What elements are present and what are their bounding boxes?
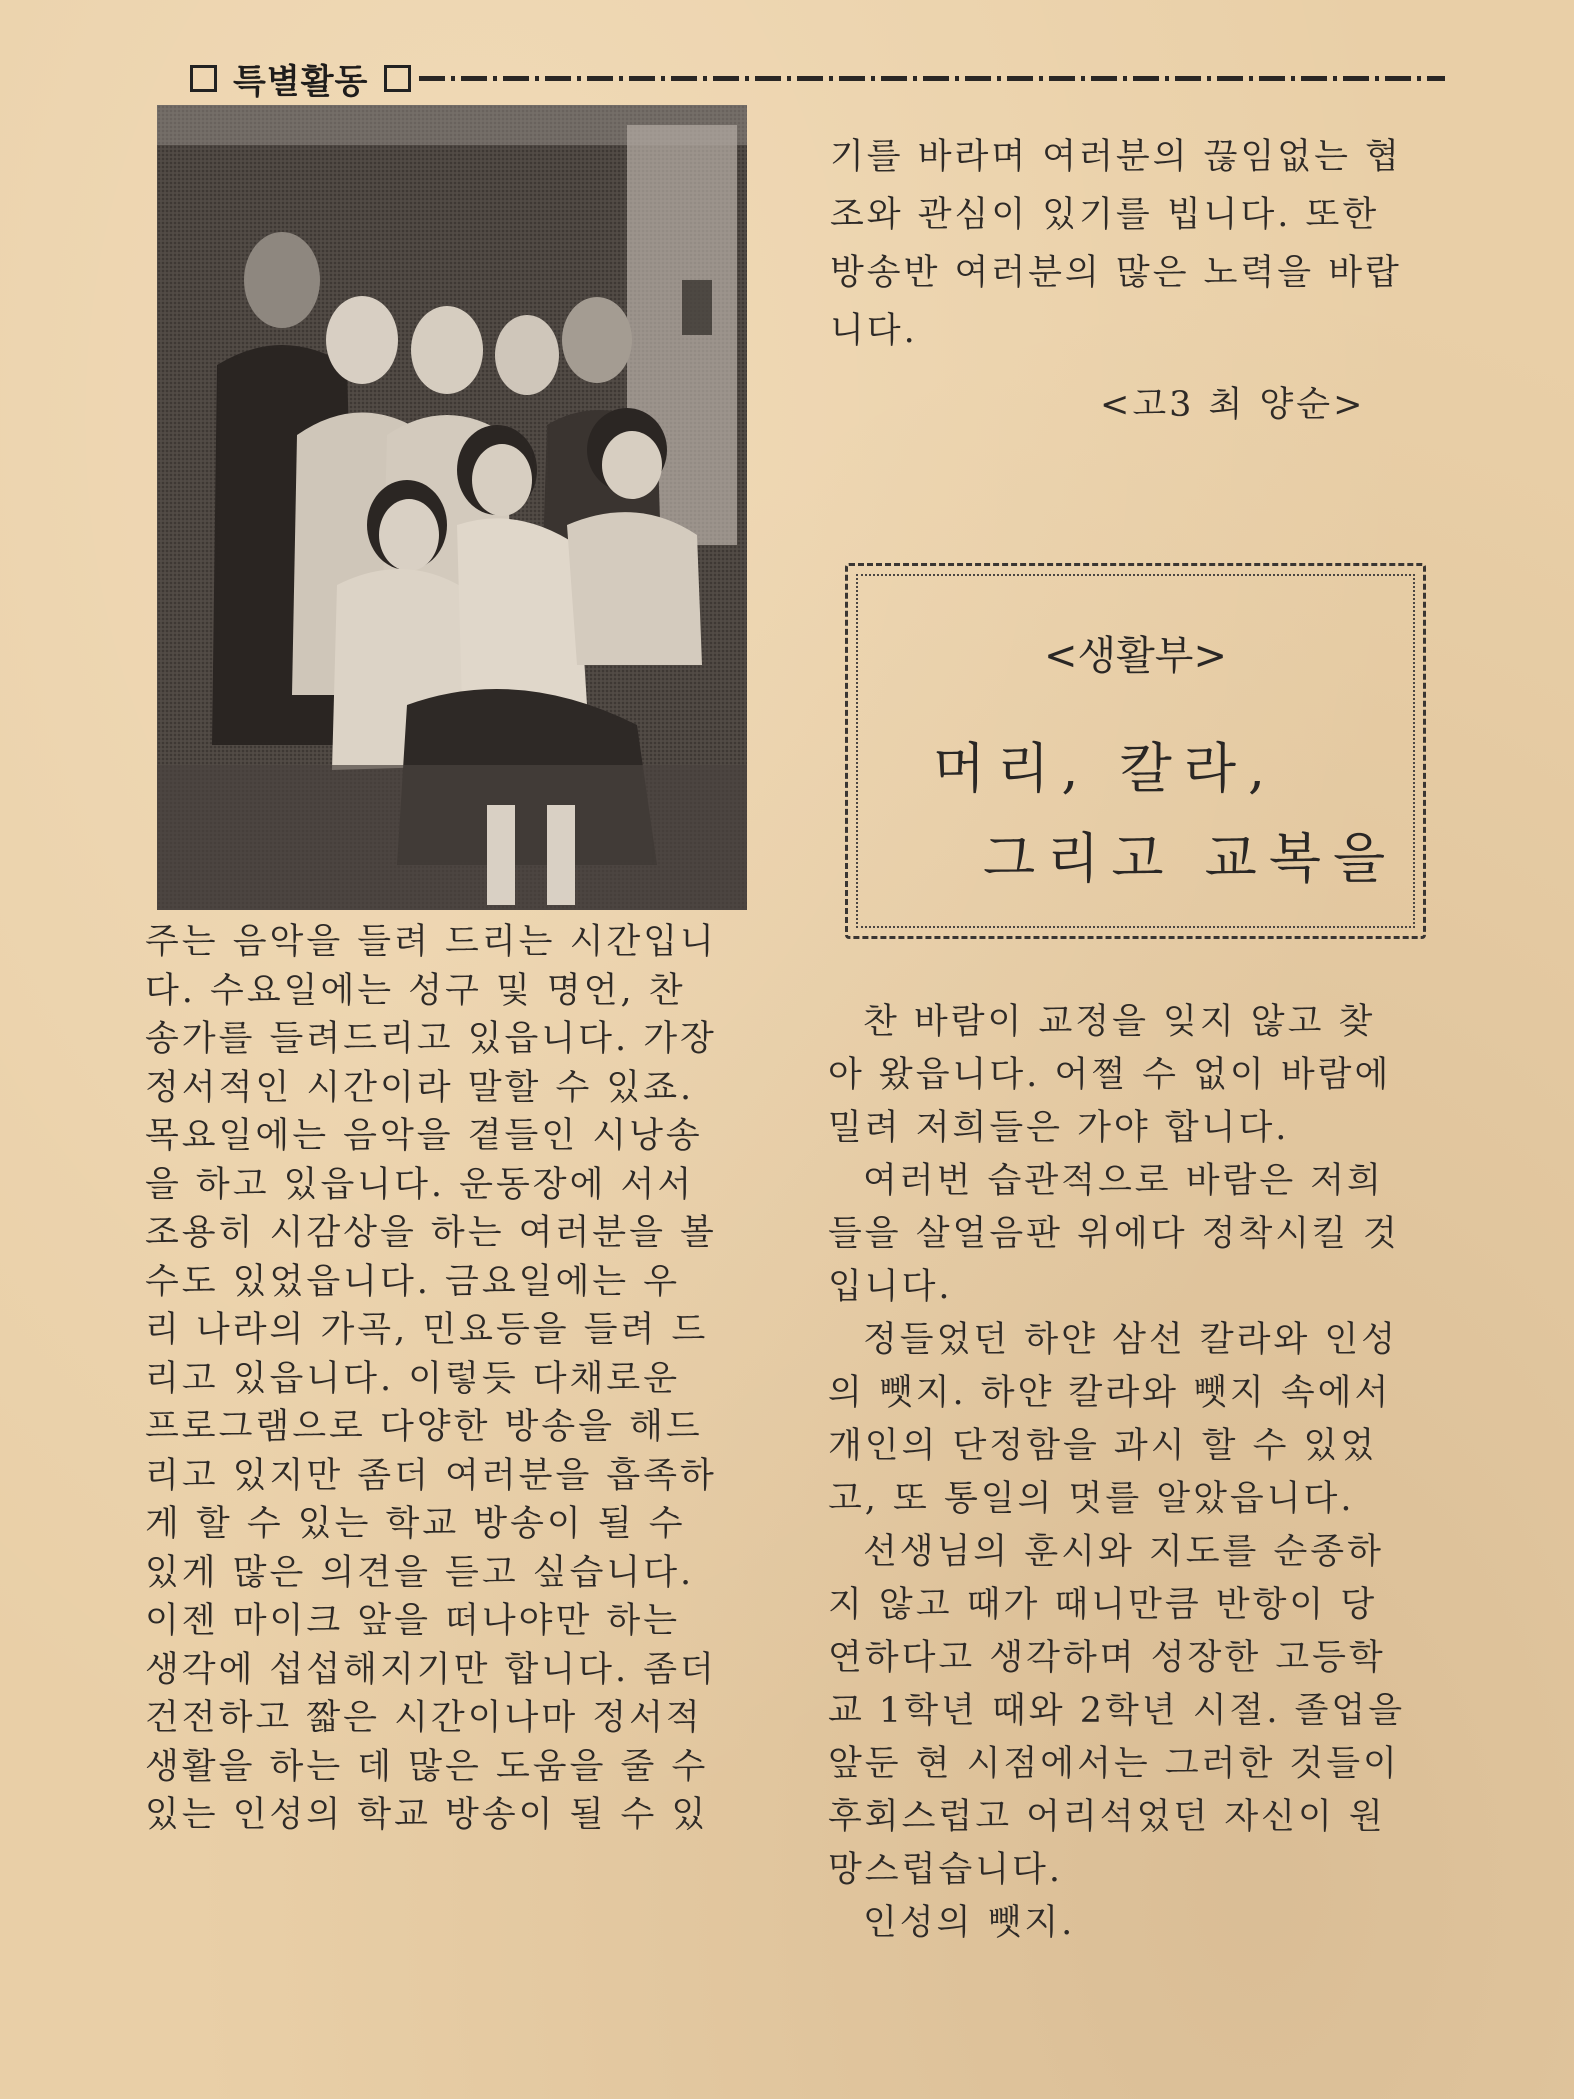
text-line: 다. 수요일에는 성구 및 명언, 찬 <box>145 970 686 1011</box>
dashed-rule <box>419 76 1445 81</box>
text-line: 조용히 시감상을 하는 여러분을 볼 <box>145 1213 717 1253</box>
group-photo <box>157 105 747 910</box>
headline-line-2: 그리고 교복을 <box>983 827 1398 890</box>
text-line: 의 뺏지. 하얀 칼라와 뺏지 속에서 <box>828 1373 1392 1413</box>
text-line: 생활을 하는 데 많은 도움을 줄 수 <box>145 1746 709 1787</box>
text-line: 정서적인 시간이라 말할 수 있죠. <box>145 1067 695 1108</box>
text-line: 있게 많은 의견을 듣고 싶습니다. <box>145 1552 695 1593</box>
headline-box <box>845 563 1426 939</box>
left-column <box>145 918 755 1840</box>
text-line: 밀려 저희들은 가야 합니다. <box>828 1108 1290 1148</box>
text-line: 게 할 수 있는 학교 방송이 될 수 <box>145 1504 686 1544</box>
text-line: 건전하고 짧은 시간이나마 정서적 <box>145 1698 703 1738</box>
text-line: 지 않고 때가 때니만큼 반항이 당 <box>828 1585 1378 1625</box>
text-line: 후회스럽고 어리석었던 자신이 원 <box>828 1797 1386 1837</box>
text-line: 목요일에는 음악을 곁들인 시낭송 <box>145 1116 703 1156</box>
text-line: 있는 인성의 학교 방송이 될 수 있 <box>145 1795 709 1835</box>
text-line: 리고 있읍니다. 이렇듯 다채로운 <box>145 1358 681 1399</box>
text-line: 교 1학년 때와 2학년 시절. 졸업을 <box>828 1691 1406 1731</box>
text-line: 연하다고 생각하며 성장한 고등학 <box>828 1638 1386 1678</box>
text-line: 조와 관심이 있기를 빕니다. 또한 <box>830 195 1380 235</box>
text-line: 정들었던 하얀 삼선 칼라와 인성 <box>863 1320 1399 1360</box>
text-line: 여러번 습관적으로 바람은 저희 <box>863 1161 1384 1201</box>
text-line: 선생님의 훈시와 지도를 순종하 <box>863 1532 1384 1572</box>
text-line: 이젠 마이크 앞을 떠나야만 하는 <box>145 1601 681 1641</box>
text-line: 기를 바라며 여러분의 끊임없는 협 <box>830 137 1402 177</box>
department-label: <생활부> <box>1044 633 1227 679</box>
right-column-body <box>828 996 1446 1950</box>
author-byline: <고3 최 양순> <box>1100 385 1366 425</box>
text-line: 니다. <box>830 311 918 351</box>
text-line: 을 하고 있읍니다. 운동장에 서서 <box>145 1164 695 1205</box>
text-line: 생각에 섭섭해지기만 합니다. 좀더 <box>145 1649 717 1690</box>
text-line: 망스럽습니다. <box>828 1850 1063 1890</box>
text-line: 입니다. <box>828 1267 953 1307</box>
text-line: 고, 또 통일의 멋를 알았읍니다. <box>828 1479 1355 1519</box>
headline-line-1: 머리, 칼라, <box>933 737 1278 800</box>
text-line: 송가를 들려드리고 있읍니다. 가장 <box>145 1019 717 1059</box>
group-photo-icon <box>157 105 747 910</box>
text-line: 프로그램으로 다양한 방송을 해드 <box>145 1407 703 1447</box>
checkbox-square-icon <box>190 65 217 92</box>
text-line: 인성의 뺏지. <box>863 1903 1076 1943</box>
text-line: 앞둔 현 시점에서는 그러한 것들이 <box>828 1744 1400 1784</box>
text-line: 방송반 여러분의 많은 노력을 바랍 <box>830 253 1402 293</box>
section-header <box>190 48 1445 108</box>
checkbox-square-icon <box>384 65 411 92</box>
text-line: 리 나라의 가곡, 민요등을 들려 드 <box>145 1310 709 1350</box>
section-title: 특별활동 <box>233 61 369 102</box>
text-line: 개인의 단정함을 과시 할 수 있었 <box>828 1426 1378 1466</box>
text-line: 수도 있었읍니다. 금요일에는 우 <box>145 1261 681 1302</box>
text-line: 아 왔읍니다. 어쩔 수 없이 바람에 <box>828 1055 1392 1095</box>
text-line: 들을 살얼음판 위에다 정착시킬 것 <box>828 1214 1400 1254</box>
text-line: 주는 음악을 들려 드리는 시간입니 <box>145 922 717 962</box>
text-line: 찬 바람이 교정을 잊지 않고 찾 <box>863 1002 1376 1042</box>
right-column-top <box>830 128 1445 360</box>
text-line: 리고 있지만 좀더 여러분을 흡족하 <box>145 1455 717 1496</box>
